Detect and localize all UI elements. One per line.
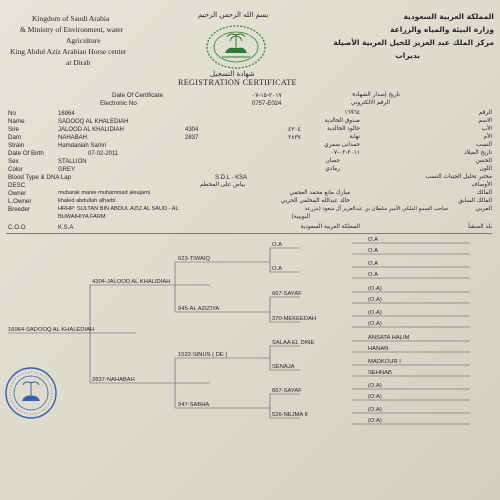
header-ar-line-2: وزارة البيئة والمياه والزراعة (390, 25, 494, 34)
field-dam-label-ar: الأم (483, 134, 492, 140)
pedigree-dam-sire: 1522-SINUS ( DE ) (178, 352, 228, 358)
field-sire-number: 4304 (185, 127, 199, 133)
electronic-no-value: 0757-E024 (252, 101, 282, 107)
pedigree-g3-1: O.A (272, 242, 282, 248)
field-desc-label: DESC (8, 182, 26, 189)
field-strain-value: Hamdaniah Samri (58, 143, 107, 149)
pedigree-g4-11: MADKOUR I (368, 359, 401, 365)
pedigree-g3-3: 667-SAYAF (272, 291, 302, 297)
field-breeder-value-ar: صاحب السمو الملكي الأمير سلطان بن عبدالعزيز آل سعود (مزرعة (304, 206, 448, 212)
pedigree-g4-7: (O.A) (368, 310, 382, 316)
field-coo-label: C.O.O (8, 224, 26, 231)
pedigree-g3-6: SENAJA (272, 364, 295, 370)
field-blood-value: S.D.L - KSA (215, 175, 248, 181)
field-dob-label: Date Of Birth (8, 150, 44, 157)
field-lowner-value: khaled abdullah alharbi (58, 198, 116, 204)
pedigree-g4-3: O.A (368, 261, 378, 267)
header-en-line-3: Agriculture (66, 36, 101, 45)
field-name-value: SADOOQ AL KHALEDIAH (58, 119, 129, 125)
field-no-label: No (8, 110, 16, 117)
field-coo-label-ar: بلد المنشأ (468, 224, 492, 230)
pedigree-subject: 16964-SADOOQ AL KHALEDIAH (8, 327, 95, 333)
field-sire-label-ar: الأب (481, 126, 492, 132)
field-breeder-value-ar-line2: البويبية) (291, 214, 310, 220)
header-en-line-5: at Dirab (66, 58, 91, 67)
field-no-value: 16964 (58, 111, 75, 117)
pedigree-dam: 2837-NAHABAH (92, 377, 135, 383)
electronic-no-label: Electronic No (100, 100, 137, 107)
field-breeder-label: Breeder (8, 206, 31, 213)
field-sire-value: JALOOD AL KHALIDIAH (58, 127, 124, 133)
pedigree-g4-16: (O.A) (368, 418, 382, 424)
header-ar-line-4: بديراب (395, 51, 420, 60)
bismillah: بسم الله الرحمن الرحيم (198, 11, 269, 19)
cert-title-en: REGISTRATION CERTIFICATE (178, 78, 297, 87)
field-dam-value-ar: نهابة (349, 134, 360, 140)
field-color-label-ar: اللون (479, 166, 492, 172)
pedigree-g4-8: (O.A) (368, 321, 382, 327)
pedigree-g3-8: 526-NEJMA II (272, 412, 308, 418)
field-dob-value-ar: ٢٠١١-٠٢-٠٧ (330, 150, 360, 156)
field-sex-label-ar: الجنس (475, 158, 492, 164)
field-breeder-value: HRHP: SULTAN BIN ABDUL AZIZ AL SAUD - AL (58, 206, 179, 212)
field-owner-label-ar: المالك (476, 190, 492, 196)
field-blood-label: Blood Type & DNA Lap (8, 174, 72, 181)
field-sire-label: Sire (8, 126, 20, 133)
field-dam-number-ar: ٢٨٣٧ (288, 135, 301, 141)
field-dob-label-ar: تاريخ الميلاد (464, 150, 492, 156)
pedigree-g3-2: O.A (272, 266, 282, 272)
field-no-value-ar: ١٦٩٦٤ (344, 110, 360, 116)
field-sex-label: Sex (8, 158, 19, 165)
field-name-label: Name (8, 118, 25, 125)
field-owner-label: Owner (8, 190, 27, 197)
field-coo-value-ar: المملكة العربية السعودية (300, 224, 360, 230)
pedigree-sire-sire: 623-TIWAIQ (178, 256, 210, 262)
field-dam-number: 2837 (185, 135, 199, 141)
pedigree-dam-dam: 947-SABHA (178, 402, 210, 408)
pedigree-g4-2: O.A (368, 248, 378, 254)
field-dam-value: NAHABAH (58, 135, 88, 141)
field-desc-value-ar: بياض على المخطم (199, 182, 245, 188)
header-en-line-2: & Ministry of Environment, water (20, 25, 124, 34)
field-coo-value: K.S.A (58, 225, 74, 231)
pedigree-g4-14: (O.A) (368, 394, 382, 400)
pedigree-g4-15: (O.A) (368, 407, 382, 413)
pedigree-g4-10: HANAN (368, 346, 389, 352)
field-dob-value: 07-02-2011 (88, 151, 119, 157)
field-sex-value-ar: حصان (325, 158, 340, 164)
field-strain-value-ar: حمدانى سمري (324, 142, 360, 148)
field-lowner-label-ar: المالك السابق (458, 198, 492, 204)
pedigree-g3-5: SALAA EL DINE (272, 340, 315, 346)
field-strain-label-ar: النسب (476, 142, 492, 148)
field-no-label-ar: الرقم (478, 110, 492, 116)
field-lowner-value-ar: خالد عبدالله المخلفي الحربي (280, 198, 350, 204)
pedigree-g4-5: (O.A) (368, 286, 382, 292)
pedigree-g4-13: (O.A) (368, 383, 382, 389)
header-ar-line-3: مركز الملك عبد العزيز للخيل العربية الأصيلة (333, 38, 494, 47)
header-en-line-4: King Abdul Aziz Arabian Horse center (10, 47, 127, 56)
field-blood-label-ar: مختبر تحليل الجينات النسب (425, 174, 492, 180)
field-name-value-ar: صدوق الخالدية (324, 118, 360, 124)
field-owner-value: mubarak manie muhammad aleajami (58, 190, 151, 196)
field-dam-label: Dam (8, 134, 22, 141)
field-desc-label-ar: الأوصاف (471, 182, 492, 188)
field-color-value: GREY (58, 167, 76, 173)
pedigree-g4-12: SEHNAB (368, 370, 392, 376)
field-name-label-ar: الاسم (478, 118, 492, 124)
field-sire-number-ar: ٤٣٠٤ (288, 127, 301, 133)
header-en-line-1: Kingdom of Saudi Arabia (32, 14, 110, 23)
pedigree-sire-dam: 945-AL AZIZIYA (178, 306, 220, 312)
date-label-ar: تاريخ إصدار الشهادة (352, 92, 400, 98)
field-owner-value-ar: مبارك مانع محمد العجمي (289, 190, 350, 196)
field-breeder-value-line2: BUWAIHIYA FARM (58, 214, 106, 220)
round-stamp-icon (4, 366, 58, 420)
electronic-no-label-ar: الرقم الالكتروني (350, 100, 390, 106)
field-breeder-label-ar: المربي (475, 206, 492, 212)
date-label: Date Of Certificate (112, 92, 163, 99)
pedigree-g4-1: O.A (368, 237, 378, 243)
field-lowner-label: L.Owner (8, 198, 32, 205)
field-sex-value: STALLION (58, 159, 87, 165)
header-ar-line-1: المملكة العربية السعودية (403, 12, 494, 21)
pedigree-sire: 4304-JALOOD AL KHALIDIAH (92, 279, 171, 285)
pedigree-g3-4: 370-MEKEEDAH (272, 316, 317, 322)
date-value: ٢٠١٧-١٥-٠٧ (252, 93, 282, 99)
cert-title-ar: شهادة التسجيل (210, 70, 255, 78)
field-color-label: Color (8, 166, 23, 173)
field-strain-label: Strain (8, 142, 25, 149)
pedigree-g3-7: 667-SAYAF (272, 388, 302, 394)
field-sire-value-ar: جالود الخالدية (327, 126, 360, 132)
field-color-value-ar: رمادي (325, 166, 340, 172)
pedigree-g4-4: O.A (368, 272, 378, 278)
pedigree-g4-6: (O.A) (368, 297, 382, 303)
pedigree-g4-9: ANSATA HALIM (368, 335, 410, 341)
